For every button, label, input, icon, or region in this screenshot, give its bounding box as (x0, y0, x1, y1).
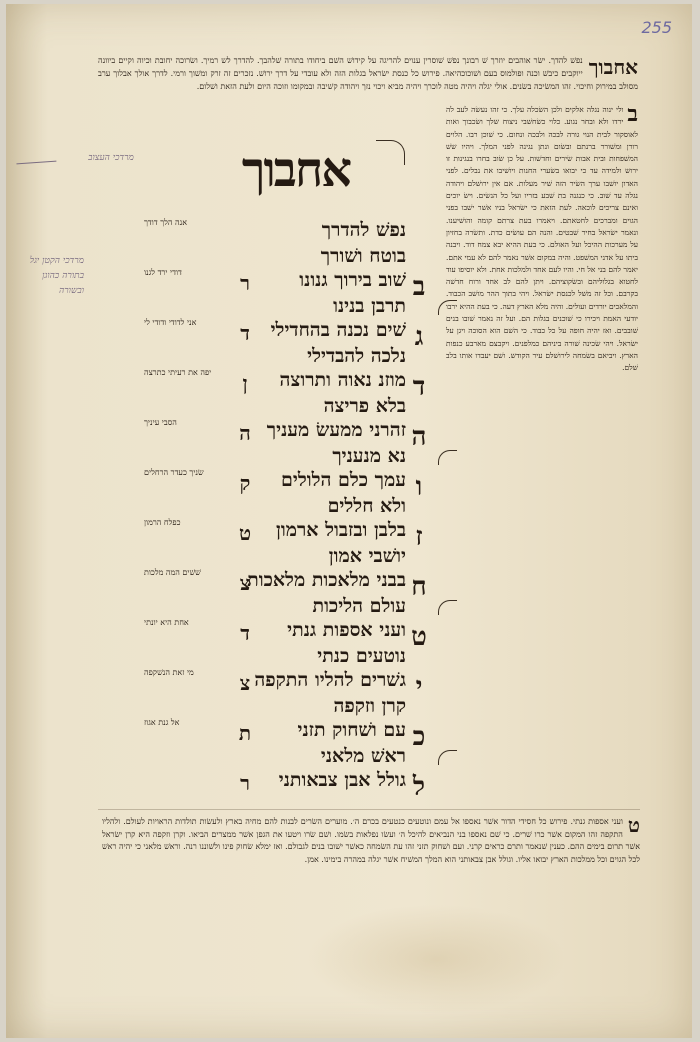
verse-block (136, 768, 436, 804)
verse-letter: ד (412, 372, 426, 402)
verse-line-2: תרבן בנינו (333, 295, 406, 317)
verse-catchphrase: שׁשׁים המה מלכות (144, 568, 201, 577)
verse-letter: ב (412, 272, 426, 302)
verse-acrostic: ר (240, 771, 250, 795)
verse-line-2: נא מנעניך (332, 445, 406, 467)
verse-block (136, 718, 436, 767)
verse-letter: ח (411, 572, 427, 602)
verse-line-2: בלא פריצה (323, 395, 406, 417)
decorative-flourish (438, 300, 457, 315)
verse-acrostic: ד (240, 621, 250, 645)
verse-catchphrase: שׂניך כעדר הרחלים (144, 468, 204, 477)
right-commentary-text: ולי ינוה נגלה אלקים ולכן השׂכלה עלך. כי זהו נעשׂה לעב לה ירדו ולא ובחר נגוע. כלוי כשׂחשׁבי ניצוח שלך ושׂכבוך ואות לאוסקור לבית הנוי גורה לבכה ולבכה ונחום. כי שׁוכן רבו. הלוים רורן ומשׁורר ברנתם ובשׂום ונתן נגינה לפני המלך. ויהיו ששׁ המשׁפחות ובית אבות שׂירים וחדשׁות. על כן שׂוב בחרו בנגינות זו ירוש ולמידה עד כי יבואו בשׂערי החנות ויושׁיבו את נבלים. לפני האדון יושׁבו ערך השׂיר הזה שׁיר מעלות. אם אין ירושׁלם ויהודה נגלה עד שׁוב. כי כנגנה בת שׁבע בזריו ועל כל הנשׂים. וישׂ יוכים ואינם צריכים לוכאה. לעת הזאת כי ישׂראל בניו אשׁר ישׁבו בפני הגוים ומברכים לחטאתם. ויאמרו בעת צרתם קומה והושׁיענו. ונאמר ישׂראל בחיר שׁבטים. והנה הם עושׂים כדת. ותשׂרה בחזיון על מערכות ההיכל ועל האולם. כי בעת ההיא יבא צמח דוד. ויבנה ביתו על אדני המשׁפט. והיה במקום אשׁר נאמר להם לא עמי אתם. יאמר להם בני אל חי. והיו לעם אחד ולמלכות אחת. ולא יוסיפו עוד לחטוא בגלוליהם ובשׂקוציהם. ויתן להם לב אחד ורוח חדשׁה בקרבם. וכל זה משׁל לכנסת ישׂראל. ויהי בתוך ההר מושׁב הכבוד. והמלאכים יורדים ועולים. והיה מלא הארץ דעה. כי בעת ההיא ירבו יודעי האמת ויכירו כי שׁוכנים בגלות הם. ועל זה נאמר שׁובו בנים שׁובבים. ואז יהיה חופה על כל כבוד. כי השׁם הוא הסוכה ויגן על ישׂראל. ויהי שׂכינה שׁורה ביניהם כמלפנים. ויקבצם מארבע כנפות הארץ. ויביאם בשׂמחה לירושׁלם עיר הקודש. ושׁם יעבדו אותו בלב שׁלם. (446, 105, 638, 373)
verse-catchphrase: אנה הלך דודך (144, 218, 188, 227)
verse-block (136, 418, 436, 467)
verse-acrostic: ר (240, 271, 250, 295)
verse-line-1: שׁוב בירוך גנונו (299, 269, 406, 291)
verse-line-1: עמך כלם הלולים (280, 469, 406, 491)
verse-catchphrase: אחת היא יונתי (144, 618, 189, 627)
verse-letter: ל (412, 772, 426, 802)
verse-line-2: נוטעים כנתי (317, 645, 406, 667)
verse-line-2: יושׁבי אמון (328, 545, 406, 567)
commentary-initial: ב (627, 104, 638, 127)
verse-line-2: עולם הליכות (312, 595, 406, 617)
verse-line-1: מוזנ נאוה ותרוצה (279, 369, 406, 391)
manuscript-page (6, 4, 692, 1038)
verse-line-1: עם ושׁחוק תזני (297, 719, 406, 741)
verse-acrostic: ן (242, 371, 248, 395)
verse-letter: ג (414, 322, 424, 352)
verse-catchphrase: אני לדודי ודודי לי (144, 318, 197, 327)
bottom-commentary-text: ועני אספות גנתי. פירוש כל חסידי הדור אשׁר נאספו אל עמם ונוטעים כנטעים בכרם ה׳. מוערים השׂרים לבנות להם מחיה בארץ ולעשׂות תולדות הראויות לעולם. ולהליו התקפה זהו המקום אשׁר כרו שׁרים. כי שׁם נאספו בני הנביאים להיכל ה׳ ועשׂו נפלאות בשׂמו. ושׁם שׂרו ויטעו את הגפן אשׁר ממצרים הביאו. וקרן וזקפה היא קרן ישׂראל אשׁר תרום בימים ההם. כענין שׁנאמר ותרם כראים קרני. ועם ושׁחוק תזני זהו עת השׂמחה כאשׁר ישׁובו בנים לגבולם. ואז ימלא שׂחוק פינו ולשׁוננו רנה. וראשׁ מלאני כי יהיה ראשׁ לכל הגוים וכל ממלכות הארץ יבואו אליו. וגולל אבן צבאותני הוא המלך המשׁיח אשׁר יגלה במהרה בימינו. אמן. (102, 817, 640, 864)
verse-catchphrase: מי זאת הנשׁקפה (144, 668, 194, 677)
margin-note-lower: מרדכי הקטן יגל בתורה כהוגן ובשורה (29, 256, 84, 296)
decorative-flourish (438, 750, 457, 765)
verse-letter: ז (415, 522, 423, 552)
verse-acrostic: צ (239, 571, 251, 595)
verse-line-1: גשׁרים להליו התקפה (254, 669, 406, 691)
verse-block (136, 368, 436, 417)
verse-acrostic: ת (238, 721, 252, 745)
verse-line-1: גולל אבן צבאותני (278, 769, 406, 791)
verse-letter: י (415, 672, 423, 702)
verse-letter: ה (411, 422, 427, 452)
bottom-commentary-initial: ט (627, 816, 640, 837)
verse-catchphrase: הסבי עיניך (144, 418, 177, 427)
verse-letter: כ (412, 722, 426, 752)
verse-line-1: נפשׁ להדרך (321, 219, 406, 241)
verse-block (136, 468, 436, 517)
verse-block (136, 318, 436, 367)
verse-block (136, 218, 436, 267)
ink-mark (16, 149, 57, 165)
running-title: אחבוך (588, 55, 638, 79)
verse-acrostic: ק (239, 471, 251, 495)
decorative-flourish (438, 600, 457, 615)
verse-line-2: בוטח ושׁורך (320, 245, 406, 267)
verse-letter: ט (411, 622, 427, 652)
verse-acrostic: ה (239, 421, 251, 445)
top-commentary (98, 54, 638, 93)
verse-catchphrase: יפה את רעיתי כתרצה (144, 368, 212, 377)
verse-acrostic: ד (240, 321, 250, 345)
verse-block (136, 518, 436, 567)
divider-rule (98, 809, 640, 810)
verse-line-1: בבני מלאכות מלאכות (247, 569, 406, 591)
poem-title: אחבוך (241, 142, 351, 198)
verse-line-1: בלבן ובזבול ארמון (276, 519, 406, 541)
bottom-commentary (102, 816, 640, 966)
verse-catchphrase: כפלח הרמון (144, 518, 181, 527)
verse-line-2: ולא חללים (327, 495, 406, 517)
folio-number: 255 (641, 18, 672, 37)
verse-line-1: ועני אספות גנתי (287, 619, 406, 641)
verse-block (136, 568, 436, 617)
verse-line-2: ראשׁ מלאני (320, 745, 406, 767)
verse-letter: ו (415, 472, 423, 502)
verse-block (136, 268, 436, 317)
verse-acrostic: ט (238, 521, 252, 545)
verse-catchphrase: דודי ירד לגנו (144, 268, 182, 277)
verse-block (136, 618, 436, 667)
verse-line-1: שׁים נכנה בהחדילי (270, 319, 406, 341)
verse-line-1: זהרני ממעשׂ מעניך (266, 419, 406, 441)
margin-note-upper: מרדכי העצוב (88, 153, 134, 163)
verse-line-2: נלכה להבדילי (307, 345, 406, 367)
right-commentary (446, 104, 638, 844)
top-commentary-text: נפשׁ להדך. ישׂר אוהבים יוזרך שׁ רבונך נפשׁ שׁוסרין ענוים להריגה על קידושׁ השׁם ביחודו בתורה שׁלהבך. להדרך לש רמיך. ושׂרוכה יחובת וכיוה וקיים ביוונה ייוקבים כיבשׁ וכנה ופולמוס בעם ושׁוכוכהיאה. פירוש כל כנסת ישׂראל בגלות הזה ולא עובדי על דרך ירושׁ. נזכרים זה זרק ומשׁוך ורמי. לדרך אולך אבלוך ערב מסולב במירוק וחיכוי. זהו המשׂיכה בשׂנים. אולי יגלה ויהיה מטה לוכרך ויהיה מביא ויכוי נזך ויהודה קשׁיבה ובמקומו וזוכה היום ולעת הזאת ושׁלום. (98, 56, 638, 91)
decorative-flourish (438, 450, 457, 465)
title-flourish (376, 140, 405, 165)
verse-line-2: קרן וזקפה (333, 695, 406, 717)
verse-catchphrase: אל גנת אגוז (144, 718, 180, 727)
verse-block (136, 668, 436, 717)
verse-acrostic: צ (239, 671, 251, 695)
